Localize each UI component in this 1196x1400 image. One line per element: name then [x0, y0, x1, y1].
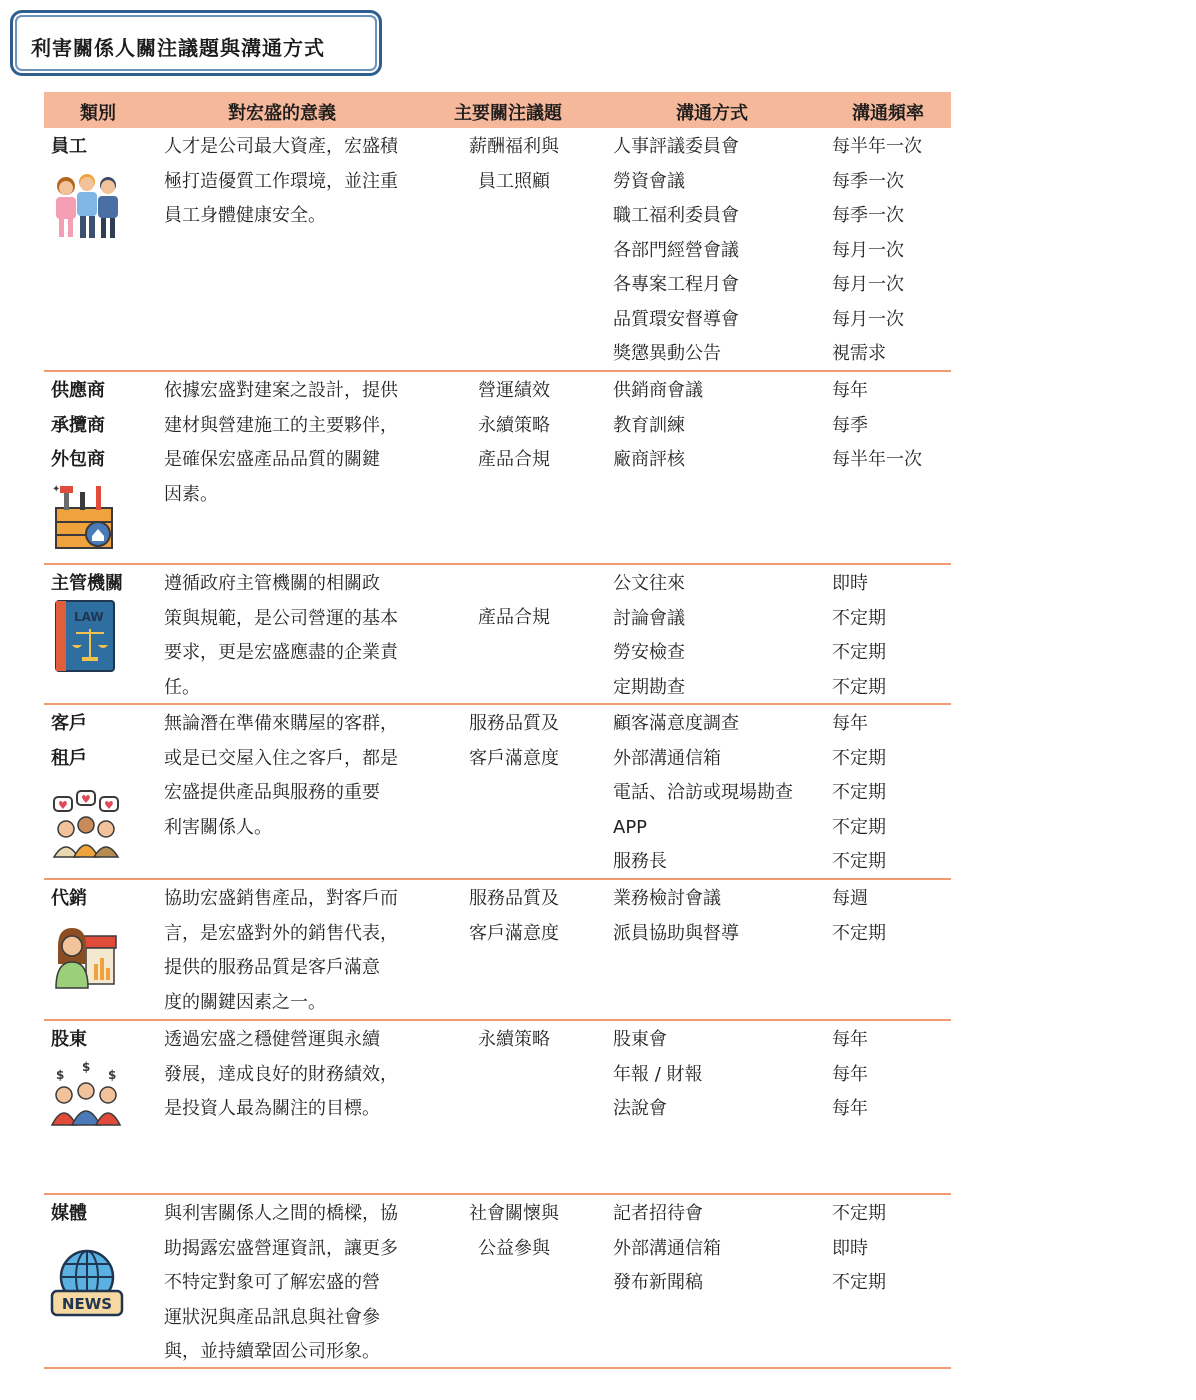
row-category: 員工	[51, 136, 87, 157]
row-methods: 業務檢討會議 派員協助與督導	[613, 888, 739, 944]
row-methods: 記者招待會 外部溝通信箱 發布新聞稿	[613, 1203, 721, 1293]
row-meaning: 與利害關係人之間的橋樑，協 助揭露宏盛營運資訊，讓更多 不特定對象可了解宏盛的營 運狀況與產品訊息與社會參 與，並持續鞏固公司形象。	[164, 1203, 398, 1362]
row-issues: 營運績效 永續策略 產品合規	[478, 380, 550, 470]
row-meaning: 遵循政府主管機關的相關政 策與規範，是公司營運的基本 要求，更是宏盛應盡的企業責 任。	[164, 573, 398, 698]
row-methods: 供銷商會議 教育訓練 廠商評核	[613, 380, 703, 470]
row-category: 代銷	[51, 888, 87, 909]
table-row	[44, 880, 951, 1021]
row-frequency: 不定期 即時 不定期	[832, 1203, 886, 1293]
svg-text:♥: ♥	[58, 799, 68, 812]
svg-text:$: $	[108, 1068, 117, 1082]
news-label: NEWS	[61, 1295, 113, 1313]
svg-text:♥: ♥	[104, 799, 114, 812]
law-label: LAW	[74, 610, 104, 624]
table-row	[44, 372, 951, 565]
header-methods: 溝通方式	[676, 103, 748, 124]
row-methods: 股東會 年報 / 財報 法說會	[613, 1029, 703, 1119]
row-meaning: 透過宏盛之穩健營運與永續 發展，達成良好的財務績效， 是投資人最為關注的目標。	[164, 1029, 398, 1119]
svg-text:$: $	[56, 1068, 65, 1082]
row-meaning: 依據宏盛對建案之設計，提供 建材與營建施工的主要夥伴， 是確保宏盛產品品質的關鍵 因素。	[164, 380, 398, 505]
table-row	[44, 1021, 951, 1195]
page-title: 利害關係人關注議題與溝通方式	[31, 36, 325, 60]
row-methods: 公文往來 討論會議 勞安檢查 定期勘查	[613, 573, 685, 698]
news-globe-icon	[50, 1249, 124, 1323]
header-category: 類別	[80, 103, 116, 124]
row-issues: 社會關懷與 公益參與	[469, 1203, 559, 1259]
row-meaning: 協助宏盛銷售產品，對客戶而 言，是宏盛對外的銷售代表， 提供的服務品質是客戶滿意 度的關鍵因素之一。	[164, 888, 398, 1013]
row-category: 股東	[51, 1029, 87, 1050]
row-frequency: 即時 不定期 不定期 不定期	[832, 573, 886, 698]
row-frequency: 每年 不定期 不定期 不定期 不定期	[832, 713, 886, 872]
svg-text:$: $	[82, 1060, 91, 1074]
row-category: 媒體	[51, 1203, 87, 1224]
row-category: 客戶 租戶	[51, 713, 87, 769]
table-row	[44, 705, 951, 880]
header-frequency: 溝通頻率	[852, 103, 924, 124]
table-row	[44, 1195, 951, 1369]
row-issues: 薪酬福利與 員工照顧	[469, 136, 559, 192]
law-book-icon	[54, 599, 118, 673]
row-frequency: 每年 每季 每半年一次	[832, 380, 922, 470]
header-meaning: 對宏盛的意義	[228, 103, 336, 124]
sales-agent-icon	[50, 924, 122, 990]
row-category: 主管機關	[51, 573, 123, 594]
row-issues: 服務品質及 客戶滿意度	[469, 888, 559, 944]
row-methods: 顧客滿意度調查 外部溝通信箱 電話、洽訪或現場勘查 APP 服務長	[613, 713, 793, 872]
row-methods: 人事評議委員會 勞資會議 職工福利委員會 各部門經營會議 各專案工程月會 品質環安督導會 獎懲異動公告	[613, 136, 739, 364]
table-row	[44, 565, 951, 705]
row-meaning: 人才是公司最大資產，宏盛積 極打造優質工作環境，並注重 員工身體健康安全。	[164, 136, 398, 226]
row-frequency: 每半年一次 每季一次 每季一次 每月一次 每月一次 每月一次 視需求	[832, 136, 922, 364]
row-frequency: 每年 每年 每年	[832, 1029, 868, 1119]
row-frequency: 每週 不定期	[832, 888, 886, 944]
table-row	[44, 128, 951, 372]
row-category: 供應商 承攬商 外包商	[51, 380, 105, 470]
row-issues: 永續策略	[478, 1029, 550, 1050]
toolbox-icon	[50, 482, 122, 552]
customers-love-icon	[50, 789, 122, 859]
table-header	[44, 92, 951, 128]
svg-text:♥: ♥	[81, 793, 91, 806]
row-meaning: 無論潛在準備來購屋的客群， 或是已交屋入住之客戶，都是 宏盛提供產品與服務的重要 利害關係人。	[164, 713, 398, 838]
header-issues: 主要關注議題	[454, 103, 562, 124]
employees-group-icon	[50, 172, 122, 240]
title-box	[10, 10, 382, 76]
row-issues: 產品合規	[478, 607, 550, 628]
svg-text:✦: ✦	[52, 484, 61, 495]
row-issues: 服務品質及 客戶滿意度	[469, 713, 559, 769]
shareholders-icon	[50, 1057, 122, 1127]
